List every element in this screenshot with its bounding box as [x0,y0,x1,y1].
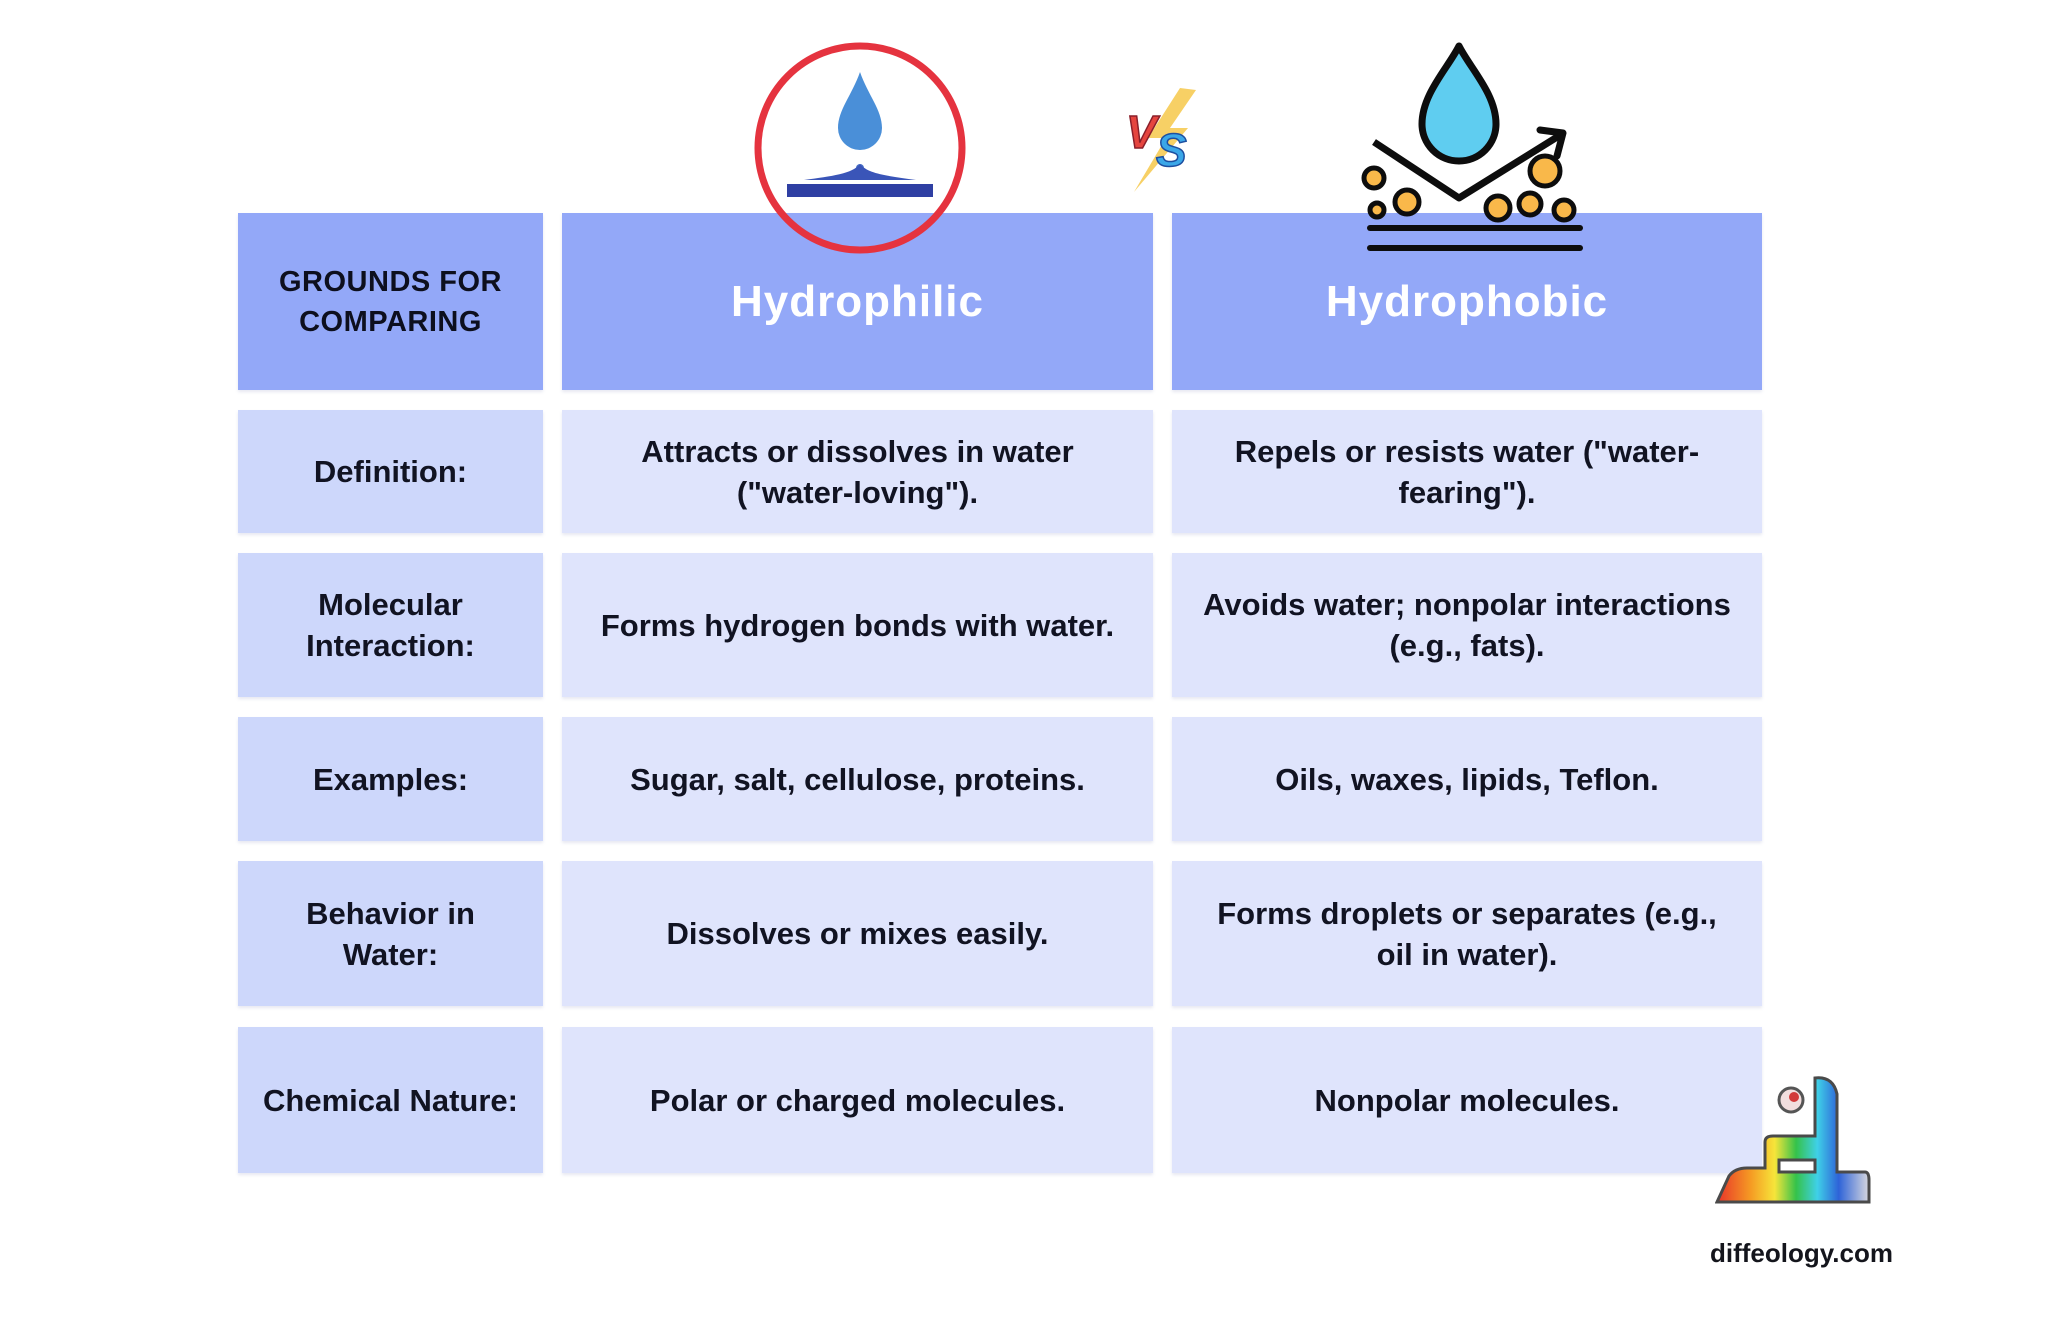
row-label-text: Behavior in Water: [306,895,475,972]
cell-hydrophobic-definition [1172,410,1762,533]
row-label-chemical-nature [238,1027,543,1173]
row-label-text: Chemical Nature: [263,1082,518,1118]
header-grounds-cell [238,213,543,390]
cell-text: Dissolves or mixes easily. [666,916,1049,951]
cell-text: Repels or resists water ("water-fearing"). [1234,433,1700,510]
svg-text:V: V [1126,106,1157,158]
hydrophilic-title: Hydrophilic [730,276,985,326]
cell-hydrophobic-chemical-nature [1172,1027,1762,1173]
row-label-text: Examples: [312,761,469,797]
svg-text:S: S [1156,124,1187,176]
cell-hydrophilic-definition [562,410,1153,533]
cell-hydrophilic-behavior-in-water [562,861,1153,1006]
cell-text: Polar or charged molecules. [649,1082,1066,1118]
row-label-molecular-interaction [238,553,543,697]
cell-hydrophilic-molecular-interaction [562,553,1153,697]
row-label-text: Molecular Interaction: [306,587,475,663]
cell-text: Forms droplets or separates (e.g., oil in water). [1217,895,1717,972]
cell-hydrophobic-behavior-in-water [1172,861,1762,1006]
cell-text: Forms hydrogen bonds with water. [600,607,1115,643]
cell-hydrophilic-chemical-nature [562,1027,1153,1173]
cell-text: Oils, waxes, lipids, Teflon. [1275,761,1659,797]
cell-text: Attracts or dissolves in water ("water-loving"). [641,433,1074,510]
water-drop-repelled-icon [1350,38,1600,260]
cell-text: Nonpolar molecules. [1314,1082,1620,1118]
cell-hydrophobic-examples [1172,717,1762,841]
brand-name: diffeology.com [1710,1238,1893,1268]
row-label-behavior-in-water [238,861,543,1006]
diffeology-logo-icon [1715,1072,1875,1212]
versus-lightning-icon [1118,86,1208,194]
row-label-examples [238,717,543,841]
cell-text: Sugar, salt, cellulose, proteins. [630,761,1085,797]
cell-hydrophilic-examples [562,717,1153,841]
grounds-for-comparing-label: GROUNDS FOR COMPARING [279,265,502,338]
water-drop-spreading-icon [752,40,968,256]
hydrophobic-title: Hydrophobic [1325,276,1609,326]
row-label-definition [238,410,543,533]
cell-text: Avoids water; nonpolar interactions (e.g., fats). [1203,587,1731,663]
cell-hydrophobic-molecular-interaction [1172,553,1762,697]
row-label-text: Definition: [313,454,468,489]
